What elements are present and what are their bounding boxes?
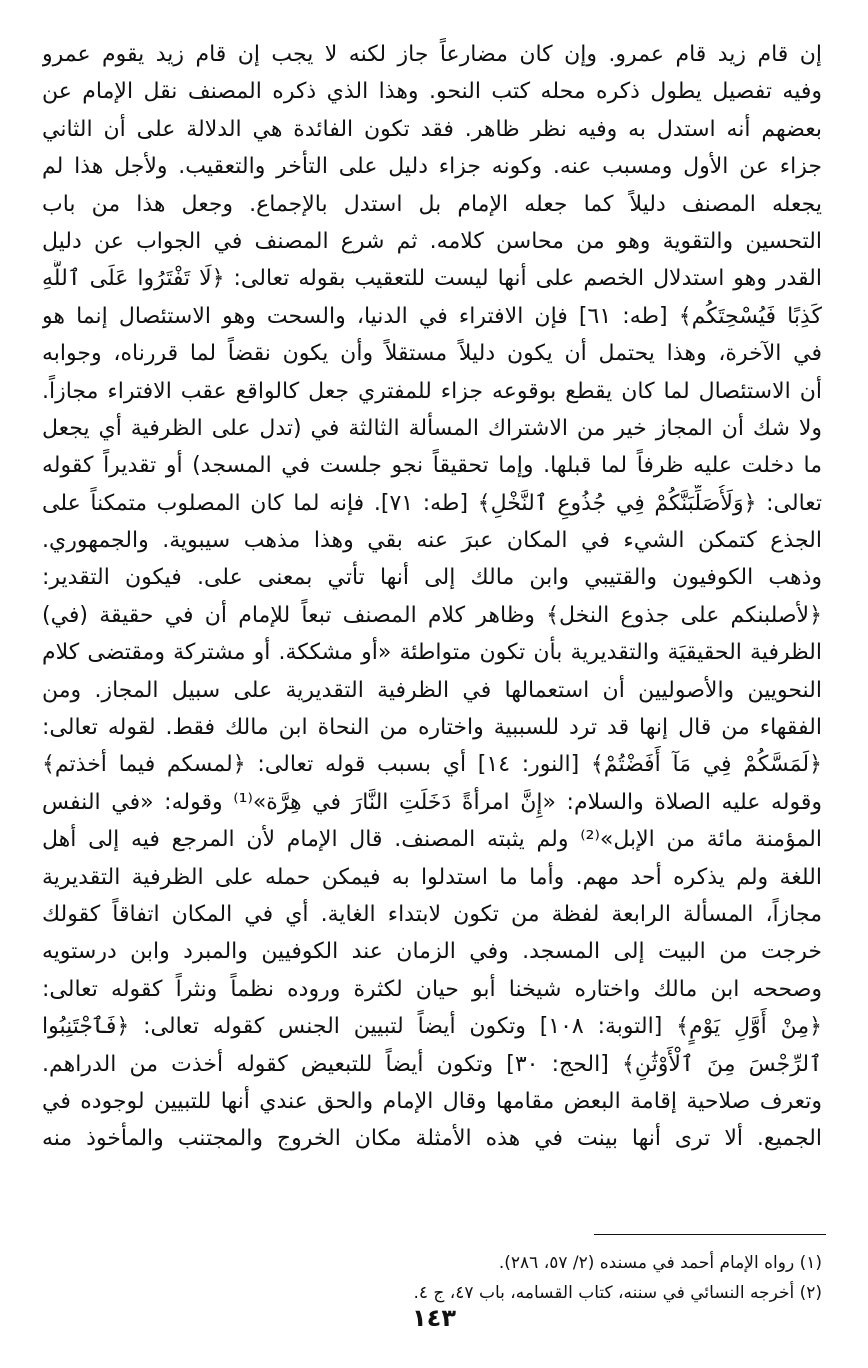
text-line: وقوله عليه الصلاة والسلام: «إِنَّ امرأةً دَخَلَتِ النَّارَ في هِرَّة»⁽¹⁾ وقوله: «في النفس [42, 789, 822, 815]
footnote: (٢) أخرجه النسائي في سننه، كتاب القسامه، باب ٤٧، ج ٤. [413, 1283, 822, 1303]
text-line: وذهب الكوفيون والقتيبي وابن مالك إلى أنها تأتي بمعنى على. فيكون التقدير: [42, 565, 822, 591]
text-line: وصححه ابن مالك واختاره شيخنا أبو حيان لكثرة وروده نظماً ونثراً كقوله تعالى: [42, 976, 822, 1002]
text-line: وتعرف صلاحية إقامة البعض مقامها وقال الإمام والحق عندي أنها للتبيين لوجوده في [42, 1088, 822, 1114]
text-line: المؤمنة مائة من الإبل»⁽²⁾ ولم يثبته المصنف. قال الإمام لأن المرجع فيه إلى أهل [42, 827, 822, 853]
text-line: الظرفية الحقيقيَة والتقديرية بأن تكون متواطئة «أو مشككة. أو مشتركة ومقتضى كلام [42, 640, 822, 666]
text-line: الجذع كتمكن الشيء في المكان عبرَ عنه بقي وهذا مذهب سيبوية. والجمهوري. [42, 528, 822, 554]
text-line: وفيه تفصيل يطول ذكره محله كتب النحو. وهذا الذي ذكره المصنف نقل الإمام عن [42, 79, 822, 105]
footnotes-block [46, 1248, 822, 1308]
text-line: الجميع. ألا ترى أنها بينت في هذه الأمثلة مكان الخروج والمجتنب والمأخوذ منه [42, 1126, 822, 1152]
text-line: القدر وهو استدلال الخصم على أنها ليست للتعقيب بقوله تعالى: ﴿لَا تَفْتَرُوا عَلَى ٱللَّهِ [42, 266, 822, 292]
text-line: مجازاً، المسألة الرابعة لفظة من تكون لابتداء الغاية. أي في المكان اتفاقاً كقولك [42, 901, 822, 927]
text-line: النحويين والأصوليين أن استعمالها في الظرفية التقديرية على سبيل المجاز. ومن [42, 677, 822, 703]
text-line: ﴿لأصلبنكم على جذوع النخل﴾ وظاهر كلام المصنف تبعاً للإمام أن في حقيقة (في) [42, 602, 822, 628]
page-number: ١٤٣ [412, 1304, 456, 1332]
text-line: إن قام زيد قام عمرو. وإن كان مضارعاً جاز لكنه لا يجب إن قام زيد يقوم عمرو [42, 42, 822, 67]
text-line: الفقهاء من قال إنها قد ترد للسببية واختاره من النحاة ابن مالك فقط. لقوله تعالى: [42, 715, 822, 741]
text-line: ولا شك أن المجاز خير من الاشتراك المسألة الثالثة في (تدل على الظرفية أي يجعل [42, 415, 822, 441]
footnote: (١) رواه الإمام أحمد في مسنده (٢/ ٥٧، ٢٨٦). [498, 1253, 822, 1273]
text-line: ﴿مِنْ أَوَّلِ يَوْمٍ﴾ [التوبة: ١٠٨] وتكون أيضاً لتبيين الجنس كقوله تعالى: ﴿فَٱجْتَنِبُوا [42, 1014, 822, 1040]
text-line: يجعله المصنف دليلاً كما جعله الإمام بل استدل بالإجماع. وجعل هذا من باب [42, 191, 822, 217]
text-line: جزاء عن الأول ومسبب عنه. وكونه جزاء دليل على التأخر والتعقيب. ولأجل هذا لم [42, 154, 822, 180]
text-line: بعضهم أنه استدل به وفيه نظر ظاهر. فقد تكون الفائدة هي الدلالة على أن الثاني [42, 116, 822, 142]
text-line: التحسين والتقوية وهو من محاسن كلامه. ثم شرع المصنف في الجواب عن دليل [42, 228, 822, 254]
text-line: ٱلرِّجْسَ مِنَ ٱلْأَوْثَٰنِ﴾ [الحج: ٣٠] وتكون أيضاً للتبعيض كقوله أخذت من الدراهم. [42, 1051, 822, 1077]
text-line: أن الاستئصال لما كان يقطع بوقوعه جزاء للمفتري جعل كالواقع عقب الافتراء مجازاً. [42, 378, 822, 404]
main-text-block [42, 36, 822, 1158]
text-line: تعالى: ﴿وَلَأُصَلِّبَنَّكُمْ فِي جُذُوعِ ٱلنَّخْلِ﴾ [طه: ٧١]. فإنه لما كان المصلوب متمكناً على [42, 490, 822, 516]
text-line: خرجت من البيت إلى المسجد. وفي الزمان عند الكوفيين والمبرد وابن درستويه [42, 939, 822, 965]
text-line: ﴿لَمَسَّكُمْ فِي مَآ أَفَضْتُمْ﴾ [النور: ١٤] أي بسبب قوله تعالى: ﴿لمسكم فيما أخذتم﴾ [42, 752, 822, 778]
text-line: كَذِبًا فَيُسْحِتَكُم﴾ [طه: ٦١] فإن الافتراء في الدنيا، والسحت وهو الاستئصال إنما هو [42, 303, 822, 329]
footnote-separator [594, 1234, 826, 1235]
text-line: اللغة ولم يذكره أحد مهم. وأما ما استدلوا به فيمكن حمله على الظرفية التقديرية [42, 864, 822, 890]
text-line: في الآخرة، وهذا يحتمل أن يكون دليلاً مستقلاً وأن يكون نقضاً لما قررناه، وجوابه [42, 341, 822, 367]
text-line: ما دخلت عليه ظرفاً لما قبلها. وإما تحقيقاً نجو جلست في المسجد) أو تقديراً كقوله [42, 453, 822, 479]
